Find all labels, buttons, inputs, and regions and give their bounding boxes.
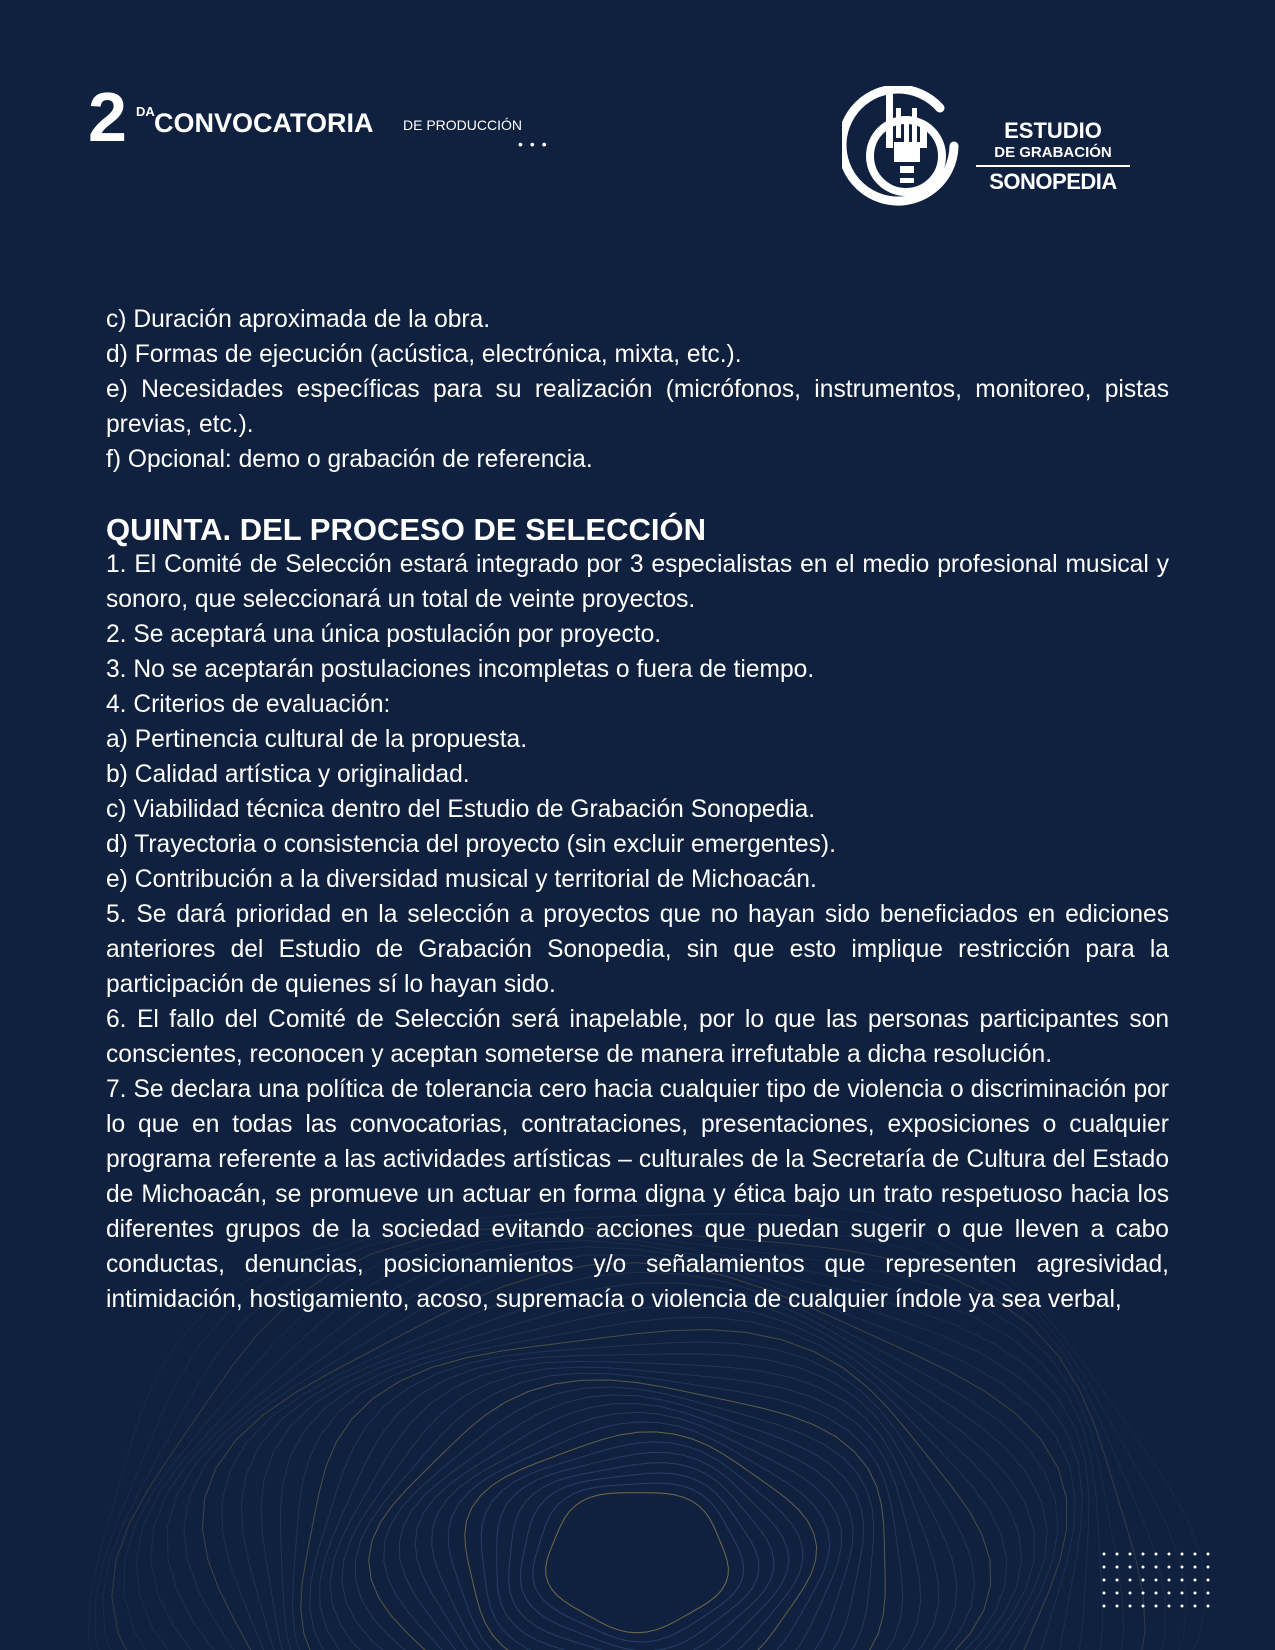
grid-dot (1168, 1605, 1171, 1608)
list-item: d) Formas de ejecución (acústica, electrónica, mixta, etc.). (106, 341, 742, 368)
grid-dot (1181, 1553, 1184, 1556)
section-item: 6. El fallo del Comité de Selección será inapelable, por lo que las personas participantes son conscientes, reconocen y aceptan someterse de manera irrefutable a dicha resolución. (106, 1006, 1169, 1068)
grid-dot (1168, 1592, 1171, 1595)
sound-wave-ring (520, 1473, 759, 1650)
sound-wave-ring (280, 1305, 1021, 1650)
sonopedia-logo-icon (842, 86, 972, 216)
logo-line-sonopedia: SONOPEDIA (989, 169, 1117, 194)
grid-dot (1181, 1605, 1184, 1608)
sound-wave-ring (261, 1293, 1034, 1650)
sound-wave-ring (241, 1283, 1047, 1650)
sound-wave-ring (465, 1432, 817, 1650)
section-heading: QUINTA. DEL PROCESO DE SELECCIÓN (106, 512, 706, 547)
grid-dot (1103, 1566, 1106, 1569)
grid-dot (1116, 1553, 1119, 1556)
list-item: f) Opcional: demo o grabación de referencia. (106, 446, 593, 473)
grid-dot (1181, 1579, 1184, 1582)
edition-number: 2 (88, 78, 125, 156)
grid-dot (1168, 1553, 1171, 1556)
grid-dot (1181, 1566, 1184, 1569)
sound-wave-ring (355, 1373, 902, 1650)
grid-dot (1129, 1579, 1132, 1582)
grid-dot (1194, 1592, 1197, 1595)
section-item: 7. Se declara una política de tolerancia cero hacia cualquier tipo de violencia o discriminación por lo que en todas las convocatorias, contrataciones, presentaciones, exposiciones o cualquier programa referente a las actividades artísticas – culturales de la Secretaría de Cultura del Estado de Michoacán, se promueve un actuar en forma digna y ética bajo un trato respetuoso hacia los diferentes grupos de la sociedad evitando acciones que puedan sugerir o que lleven a cabo conductas, denuncias, posicionamientos y/o señalamientos que representen agresividad, intimidación, hostigamiento, acoso, supremacía o violencia de cualquier índole ya sea verbal, (106, 1076, 1169, 1313)
grid-dot (1129, 1605, 1132, 1608)
grid-dot (1155, 1605, 1158, 1608)
list-item: e) Necesidades específicas para su realización (micrófonos, instrumentos, monitoreo, pistas previas, etc.). (106, 376, 1169, 438)
logo-line-estudio: ESTUDIO (1004, 118, 1102, 143)
grid-dot (1168, 1566, 1171, 1569)
logo-line-grabacion: DE GRABACIÓN (976, 144, 1130, 167)
grid-dot (1142, 1553, 1145, 1556)
grid-dot (1116, 1605, 1119, 1608)
grid-dot (1142, 1592, 1145, 1595)
grid-dot (1207, 1592, 1210, 1595)
grid-dot (1129, 1553, 1132, 1556)
document-body (106, 302, 1169, 1317)
sound-wave-ring (533, 1483, 744, 1642)
section-item: 3. No se aceptarán postulaciones incompletas o fuera de tiempo. (106, 656, 815, 683)
grid-dot (1207, 1605, 1210, 1608)
sound-wave-ring (546, 1493, 729, 1633)
grid-dot (1103, 1553, 1106, 1556)
section-item: a) Pertinencia cultural de la propuesta. (106, 726, 528, 753)
grid-dot (1155, 1566, 1158, 1569)
section-item: d) Trayectoria o consistencia del proyecto (sin excluir emergentes). (106, 831, 836, 858)
section-item: 1. El Comité de Selección estará integrado por 3 especialistas en el medio profesional musical y sonoro, que seleccionará un total de veinte proyectos. (106, 551, 1169, 613)
list-item: c) Duración aproximada de la obra. (106, 306, 491, 333)
sound-wave-ring (448, 1422, 829, 1650)
grid-dot (1194, 1579, 1197, 1582)
sound-wave-ring (497, 1452, 789, 1650)
section-item: c) Viabilidad técnica dentro del Estudio de Grabación Sonopedia. (106, 796, 816, 823)
title-dots: ••• (518, 136, 554, 152)
section-item: e) Contribución a la diversidad musical y territorial de Michoacán. (106, 866, 817, 893)
grid-dot (1194, 1605, 1197, 1608)
grid-dot (1194, 1566, 1197, 1569)
section-item: 2. Se aceptará una única postulación por proyecto. (106, 621, 662, 648)
sound-wave-ring (481, 1442, 803, 1650)
grid-dot (1116, 1566, 1119, 1569)
sound-wave-ring (369, 1380, 886, 1650)
grid-dot (1155, 1553, 1158, 1556)
grid-dot (1207, 1566, 1210, 1569)
section-item: b) Calidad artística y originalidad. (106, 761, 470, 788)
grid-dot (1142, 1579, 1145, 1582)
section-item: 5. Se dará prioridad en la selección a proyectos que no hayan sido beneficiados en ediciones anteriores del Estudio de Grabación Sonopedia, sin que esto implique restricción para la participación de quienes sí lo hayan sido. (106, 901, 1169, 998)
grid-dot (1142, 1605, 1145, 1608)
sound-wave-ring (202, 1263, 1066, 1650)
grid-dot (1129, 1592, 1132, 1595)
logo-wordmark (976, 118, 1130, 197)
grid-dot (1103, 1605, 1106, 1608)
produccion-label: DE PRODUCCIÓN (403, 117, 523, 133)
grid-dot (1116, 1592, 1119, 1595)
sound-wave-ring (384, 1387, 874, 1650)
grid-dot (1103, 1592, 1106, 1595)
convocatoria-label: CONVOCATORIA (154, 108, 374, 138)
sound-wave-ring (320, 1354, 957, 1650)
dot-grid-decoration (1100, 1550, 1212, 1610)
sonopedia-logo (842, 86, 1132, 226)
grid-dot (1207, 1553, 1210, 1556)
grid-dot (1194, 1553, 1197, 1556)
grid-dot (1116, 1579, 1119, 1582)
grid-dot (1155, 1579, 1158, 1582)
grid-dot (1103, 1579, 1106, 1582)
grid-dot (1142, 1566, 1145, 1569)
grid-dot (1155, 1592, 1158, 1595)
grid-dot (1168, 1579, 1171, 1582)
sound-wave-ring (310, 1342, 975, 1650)
edition-superscript: DA (136, 104, 155, 119)
section-item: 4. Criterios de evaluación: (106, 691, 391, 718)
grid-dot (1181, 1592, 1184, 1595)
grid-dot (1207, 1579, 1210, 1582)
grid-dot (1129, 1566, 1132, 1569)
